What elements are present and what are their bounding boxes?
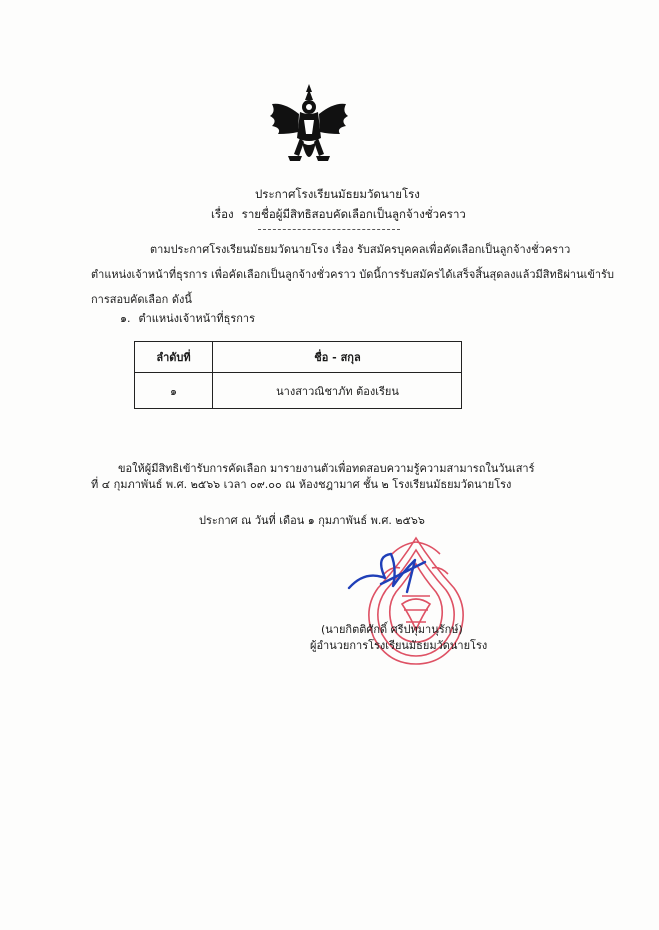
subject-text: รายชื่อผู้มีสิทธิสอบคัดเลือกเป็นลูกจ้างชั่วคราว [241, 207, 466, 221]
cell-order: ๑ [135, 373, 213, 409]
table-row [135, 373, 461, 409]
signer-title: ผู้อำนวยการโรงเรียนมัธยมวัดนายโรง [310, 639, 488, 652]
table-header-row [135, 342, 461, 373]
candidate-table [134, 341, 462, 409]
position-item [120, 309, 255, 327]
intro-line-2: ตำแหน่งเจ้าหน้าที่ธุรการ เพื่อคัดเลือกเป็นลูกจ้างชั่วคราว บัดนี้การรับสมัครได้เสร็จสิ้นสุดลงแล้วมีสิทธิผ่านเข้ารับ [91, 268, 614, 281]
intro-line-3: การสอบคัดเลือก ดังนี้ [91, 293, 192, 306]
intro-line-1: ตามประกาศโรงเรียนมัธยมวัดนายโรง เรื่อง รับสมัครบุคคลเพื่อคัดเลือกเป็นลูกจ้างชั่วคราว [150, 243, 571, 256]
exam-line-1: ขอให้ผู้มีสิทธิเข้ารับการคัดเลือก มารายงานตัวเพื่อทดสอบความรู้ความสามารถในวันเสาร์ [118, 462, 535, 475]
announcement-subject [211, 206, 466, 224]
header-name: ชื่อ - สกุล [314, 351, 361, 364]
signer-name: (นายกิตติศักดิ์ ศรีปทุมานุรักษ์) [321, 623, 463, 636]
exam-line-2: ที่ ๔ กุมภาพันธ์ พ.ศ. ๒๕๖๖ เวลา ๐๙.๐๐ ณ ห้องชฎามาศ ชั้น ๒ โรงเรียนมัธยมวัดนายโรง [91, 478, 512, 491]
announce-date: ประกาศ ณ วันที่ เดือน ๑ กุมภาพันธ์ พ.ศ. ๒๕๖๖ [199, 514, 425, 527]
item-label: ตำแหน่งเจ้าหน้าที่ธุรการ [138, 312, 255, 325]
subject-label: เรื่อง [211, 207, 234, 221]
garuda-emblem-icon [266, 82, 352, 174]
header-order: ลำดับที่ [135, 342, 213, 372]
signature-icon [345, 548, 429, 596]
item-number: ๑. [120, 312, 131, 325]
announcement-title: ประกาศโรงเรียนมัธยมวัดนายโรง [255, 187, 420, 201]
cell-name: นางสาวณิชาภัท ต้องเรียน [276, 385, 399, 398]
header-divider [258, 229, 400, 230]
